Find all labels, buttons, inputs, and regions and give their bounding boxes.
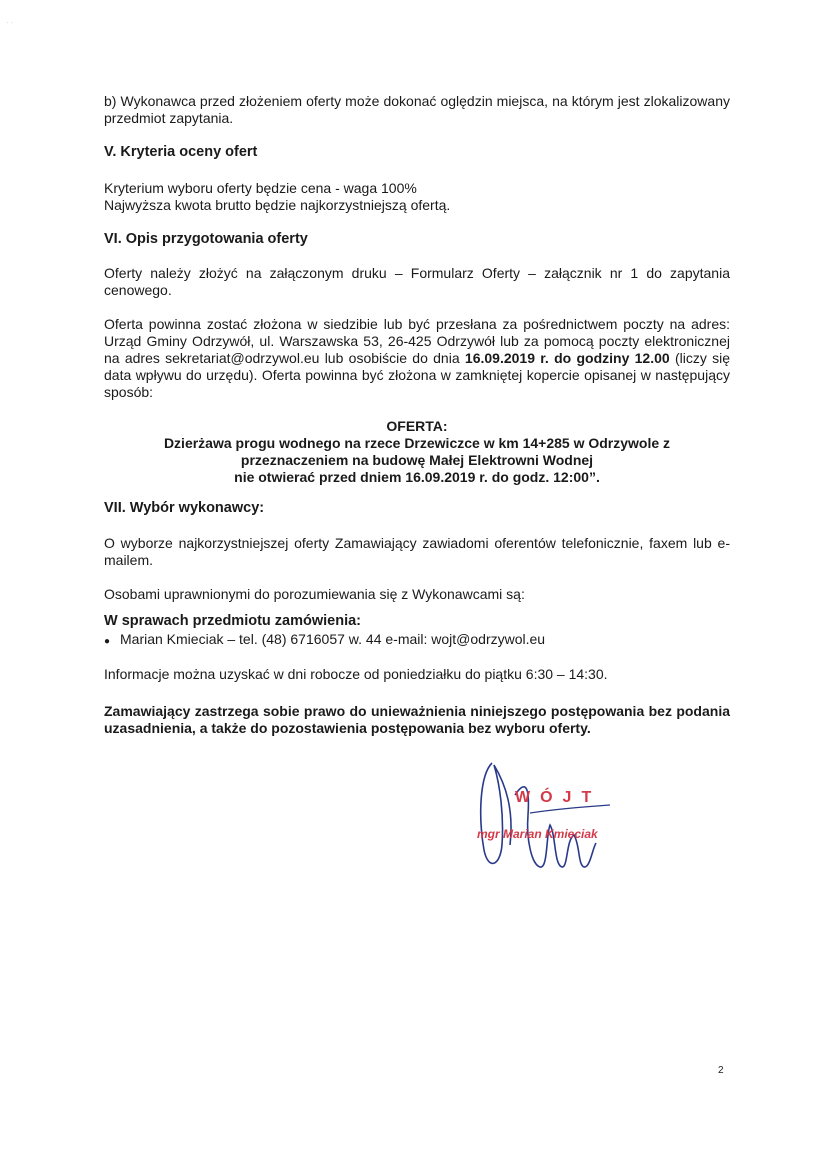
notification-paragraph: O wyborze najkorzystniejszej oferty Zamawiający zawiadomi oferentów telefonicznie, faxem lub e-mailem. <box>104 535 730 568</box>
offer-form-paragraph: Oferty należy złożyć na załączonym druku – Formularz Oferty – załącznik nr 1 do zapytania cenowego. <box>104 265 730 298</box>
envelope-label <box>104 418 730 486</box>
scan-marks: · · <box>6 18 14 27</box>
submission-text-a: Oferta powinna zostać złożona w siedzibie lub być przesłana za pośrednictwem poczty na adres: Urząd Gminy Odrzywół, ul. Warszawska 53, 26-425 Odrzywół lub za pomocą poczty elektronicznej na adres sekretariat@odrzywol.eu lub osobiście do dnia <box>104 316 730 366</box>
contacts-intro: Osobami uprawnionymi do porozumiewania się z Wykonawcami są: <box>104 586 525 602</box>
criteria-line-1: Kryterium wyboru oferty będzie cena - waga 100% <box>104 180 417 196</box>
section-6-heading: VI. Opis przygotowania oferty <box>104 231 308 247</box>
page-number: 2 <box>718 1065 724 1076</box>
paragraph-site-inspection: b) Wykonawca przed złożeniem oferty może dokonać oględzin miejsca, na którym jest zlokalizowany przedmiot zapytania. <box>104 93 730 126</box>
section-5-heading: V. Kryteria oceny ofert <box>104 144 258 160</box>
envelope-line-1: OFERTA: <box>386 418 448 434</box>
bullet-icon: ● <box>104 636 111 647</box>
office-hours-info: Informacje można uzyskać w dni robocze od poniedziałku do piątku 6:30 – 14:30. <box>104 666 608 682</box>
envelope-line-3: przeznaczeniem na budowę Małej Elektrowni Wodnej <box>240 452 594 468</box>
subject-matters-heading: W sprawach przedmiotu zamówienia: <box>104 613 362 629</box>
stamp-name: mgr Marian Kmieciak <box>477 827 598 841</box>
contact-text: Marian Kmieciak – tel. (48) 6716057 w. 44 e-mail: wojt@odrzywol.eu <box>120 631 546 647</box>
envelope-line-4: nie otwierać przed dniem 16.09.2019 r. do godz. 12:00”. <box>234 469 600 485</box>
stamp-title: WÓJT <box>515 789 602 806</box>
section-7-heading: VII. Wybór wykonawcy: <box>104 500 265 516</box>
reservation-clause: Zamawiający zastrzega sobie prawo do unieważnienia niniejszego postępowania bez podania uzasadnienia, a także do pozostawienia postępowania bez wyboru oferty. <box>104 703 730 736</box>
criteria-line-2: Najwyższa kwota brutto będzie najkorzystniejszą ofertą. <box>104 197 451 213</box>
handwritten-signature <box>470 755 630 885</box>
contact-list-item <box>104 631 730 650</box>
submission-text-b: (liczy się data wpływu do urzędu). Oferta powinna być złożona w zamkniętej kopercie opisanej w następujący sposób: <box>104 350 731 400</box>
envelope-line-2: Dzierżawa progu wodnego na rzece Drzewiczce w km 14+285 w Odrzywole z <box>163 435 671 451</box>
submission-paragraph <box>104 316 730 401</box>
submission-deadline: 16.09.2019 r. do godziny 12.00 <box>464 350 670 366</box>
